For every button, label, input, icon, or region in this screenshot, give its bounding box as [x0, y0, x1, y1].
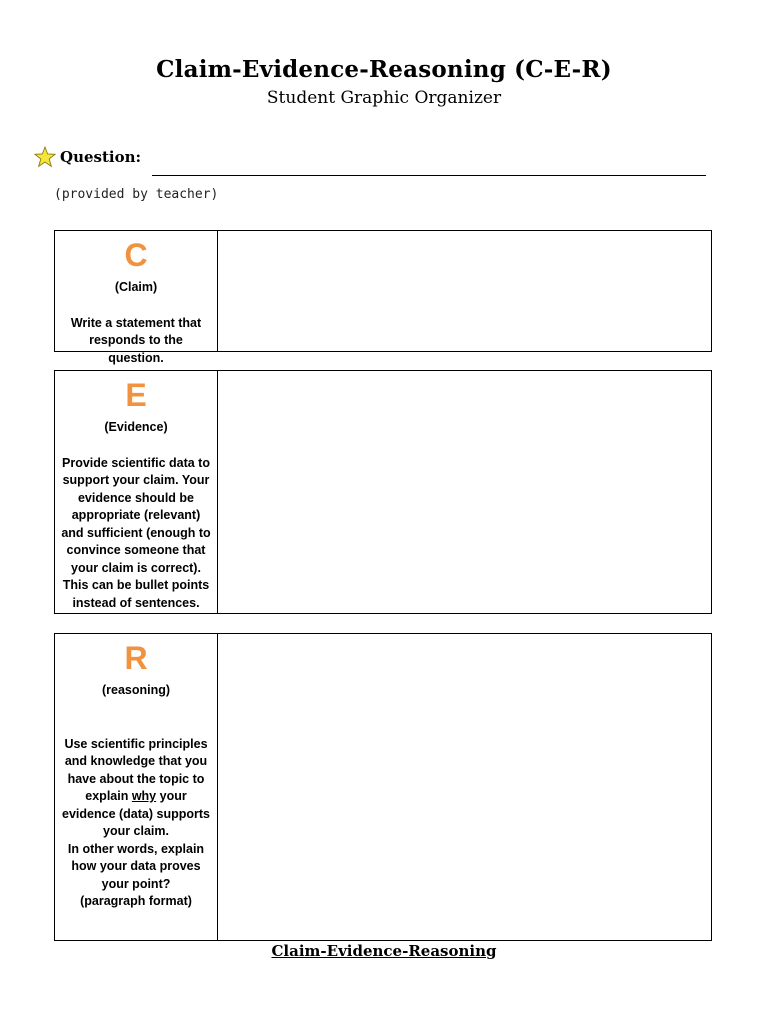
evidence-letter: E: [125, 377, 147, 413]
claim-section: [54, 230, 712, 365]
claim-description: Write a statement that responds to the question.: [70, 315, 202, 365]
reasoning-letter: R: [124, 640, 148, 676]
reasoning-description: [55, 736, 217, 911]
reasoning-text-3: In other words, explain how your data proves your point?: [67, 841, 205, 891]
reasoning-section: [54, 633, 712, 941]
claim-heading: (Claim): [114, 280, 158, 294]
page-subtitle: Student Graphic Organizer: [266, 88, 502, 108]
evidence-description: Provide scientific data to support your claim. Your evidence should be appropriate (relevant) and sufficient (enough to convince someone that your claim is correct). This can be bullet points instead of sentences.: [61, 455, 211, 610]
claim-answer-area[interactable]: [218, 231, 711, 351]
reasoning-text-2: your evidence (data) supports your claim.: [62, 789, 210, 838]
claim-prompt: [55, 231, 218, 365]
question-label: Question:: [60, 148, 142, 166]
star-icon: [34, 146, 56, 168]
reasoning-text-1: Use scientific principles and knowledge that you have about the topic to explain: [64, 736, 208, 803]
evidence-prompt: [55, 371, 218, 613]
page-title: Claim-Evidence-Reasoning (C-E-R): [156, 56, 612, 83]
evidence-heading: (Evidence): [104, 420, 168, 434]
claim-letter: C: [124, 237, 148, 273]
footer-title: Claim-Evidence-Reasoning: [271, 942, 497, 960]
reasoning-text-4: (paragraph format): [80, 894, 192, 908]
reasoning-heading: (reasoning): [101, 683, 171, 697]
evidence-answer-area[interactable]: [218, 371, 711, 613]
reasoning-emphasis: why: [131, 789, 157, 803]
question-row: [34, 146, 714, 180]
reasoning-prompt: [55, 634, 218, 940]
question-answer-line[interactable]: [152, 175, 706, 176]
reasoning-answer-area[interactable]: [218, 634, 711, 940]
evidence-section: [54, 370, 712, 614]
question-note: (provided by teacher): [54, 187, 219, 202]
